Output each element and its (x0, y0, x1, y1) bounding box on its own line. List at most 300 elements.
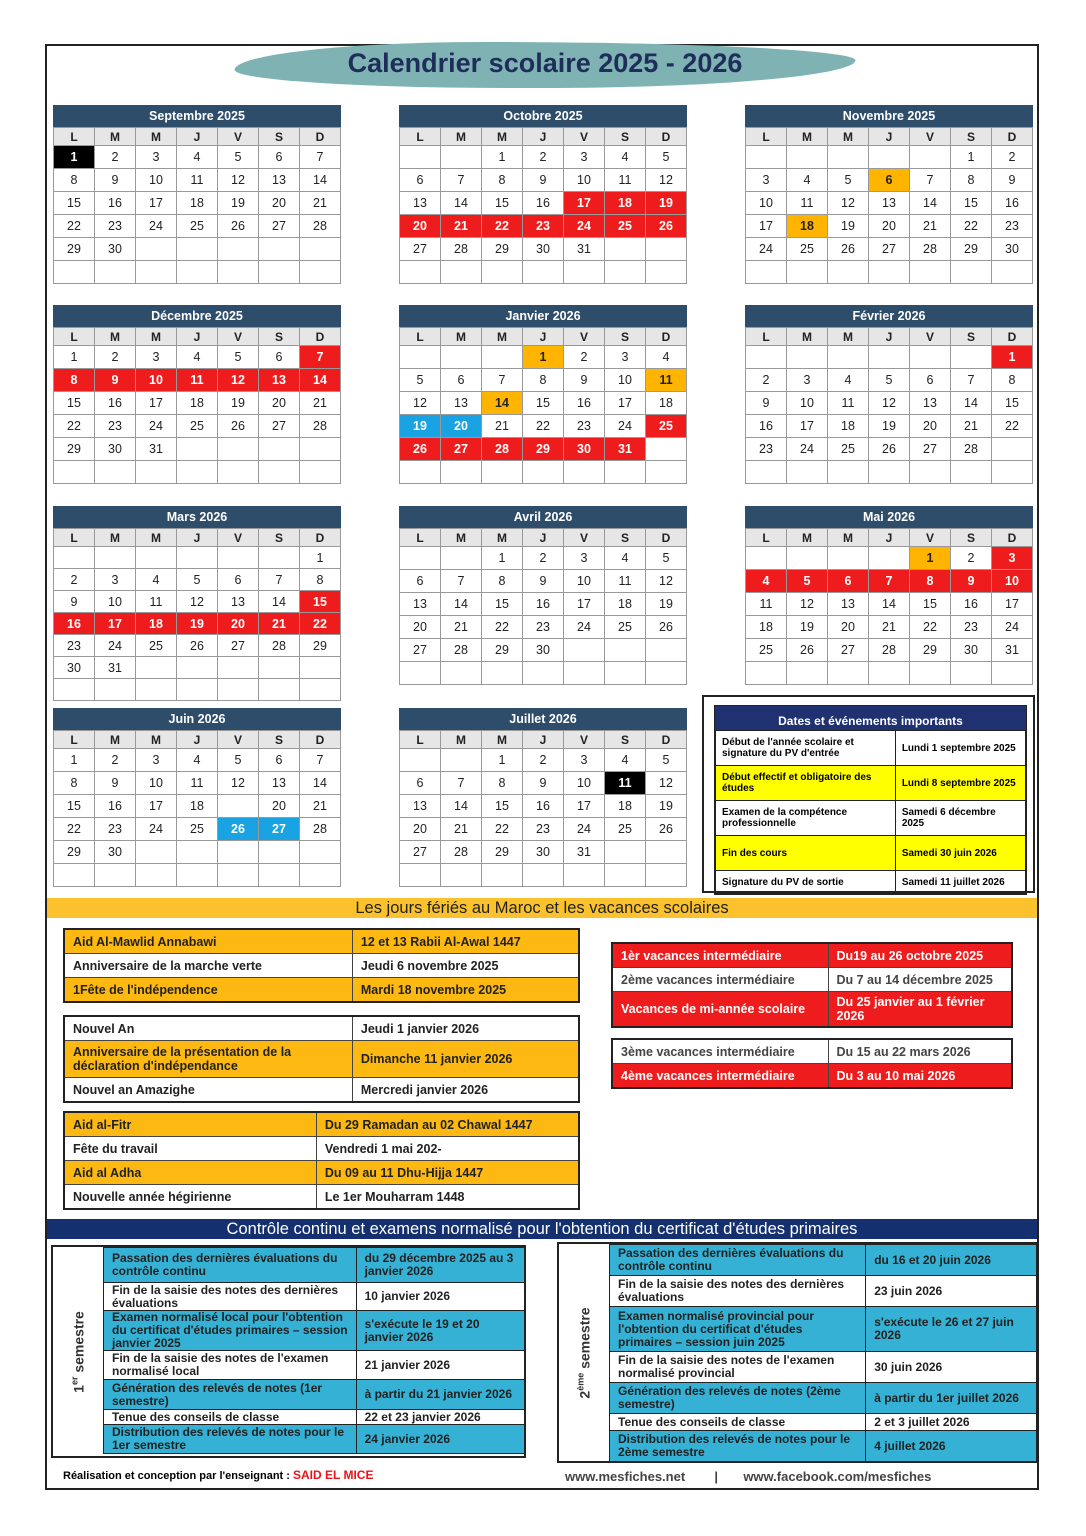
weekday-header: M (787, 128, 828, 146)
row-value: Mercredi janvier 2026 (352, 1078, 579, 1103)
empty-cell (400, 461, 441, 484)
day-cell: 25 (605, 616, 646, 639)
day-cell: 2 (951, 547, 992, 570)
row-label: Nouvel An (64, 1016, 352, 1041)
weekday-header: M (482, 529, 523, 547)
empty-cell (218, 261, 259, 284)
weekday-header: J (869, 529, 910, 547)
day-cell: 28 (441, 238, 482, 261)
empty-cell (787, 261, 828, 284)
day-cell: 3 (787, 369, 828, 392)
day-cell: 27 (218, 635, 259, 657)
weekday-header: J (869, 328, 910, 346)
day-cell: 9 (523, 570, 564, 593)
empty-cell (218, 657, 259, 679)
day-cell: 24 (564, 616, 605, 639)
day-cell: 4 (605, 547, 646, 570)
day-cell: 25 (605, 818, 646, 841)
day-cell: 20 (400, 616, 441, 639)
day-cell: 17 (564, 192, 605, 215)
month-2 (399, 105, 687, 284)
empty-cell (300, 438, 341, 461)
day-cell: 15 (992, 392, 1033, 415)
day-cell: 23 (992, 215, 1033, 238)
day-cell: 21 (441, 818, 482, 841)
day-cell: 17 (95, 613, 136, 635)
day-cell: 9 (95, 369, 136, 392)
empty-cell (646, 841, 687, 864)
day-cell: 17 (564, 795, 605, 818)
exams-band-title: Contrôle continu et examens normalisé pour l'obtention du certificat d'études primaires (47, 1219, 1037, 1239)
exam-date: 30 juin 2026 (866, 1352, 1037, 1383)
weekday-header: M (482, 328, 523, 346)
day-cell: 21 (482, 415, 523, 438)
day-cell: 23 (95, 818, 136, 841)
day-cell: 27 (259, 818, 300, 841)
day-cell: 26 (869, 438, 910, 461)
day-cell: 25 (646, 415, 687, 438)
weekday-header: M (441, 328, 482, 346)
weekday-header: D (646, 328, 687, 346)
day-cell: 23 (95, 215, 136, 238)
exam-date: 22 et 23 janvier 2026 (356, 1410, 524, 1425)
day-cell: 3 (564, 749, 605, 772)
day-cell: 12 (646, 169, 687, 192)
day-cell: 4 (605, 146, 646, 169)
day-cell: 6 (828, 570, 869, 593)
day-cell: 30 (54, 657, 95, 679)
weekday-header: L (54, 529, 95, 547)
empty-cell (746, 461, 787, 484)
day-cell: 14 (441, 593, 482, 616)
important-date-row (716, 801, 1026, 836)
day-cell: 6 (400, 772, 441, 795)
day-cell: 29 (482, 841, 523, 864)
empty-cell (482, 346, 523, 369)
day-cell: 3 (564, 547, 605, 570)
day-cell: 10 (787, 392, 828, 415)
weekday-header: S (951, 128, 992, 146)
empty-cell (300, 238, 341, 261)
month-7 (53, 506, 341, 701)
day-cell: 20 (910, 415, 951, 438)
day-cell: 4 (136, 569, 177, 591)
day-cell: 14 (869, 593, 910, 616)
day-cell: 14 (910, 192, 951, 215)
empty-cell (951, 346, 992, 369)
month-title: Juin 2026 (53, 708, 341, 730)
day-cell: 22 (54, 818, 95, 841)
empty-cell (95, 864, 136, 887)
semester-1-label: 1er semestre (69, 1310, 87, 1393)
day-cell: 21 (441, 616, 482, 639)
weekday-header: D (992, 328, 1033, 346)
weekday-header: J (177, 328, 218, 346)
exam-row (610, 1276, 1037, 1307)
day-cell: 8 (482, 169, 523, 192)
exam-step: Distribution des relevés de notes pour le 1er semestre (104, 1425, 357, 1454)
day-cell: 8 (482, 570, 523, 593)
weekday-header: M (95, 731, 136, 749)
row-value: Du 09 au 11 Dhu-Hijja 1447 (316, 1161, 579, 1185)
empty-cell (300, 657, 341, 679)
day-cell: 23 (54, 635, 95, 657)
row-value: Mardi 18 novembre 2025 (352, 978, 579, 1003)
day-cell: 17 (136, 192, 177, 215)
empty-cell (54, 864, 95, 887)
day-cell: 29 (482, 238, 523, 261)
month-title: Mai 2026 (745, 506, 1033, 528)
empty-cell (95, 679, 136, 701)
day-cell: 2 (523, 749, 564, 772)
month-title: Septembre 2025 (53, 105, 341, 127)
day-cell: 4 (646, 346, 687, 369)
day-cell: 11 (746, 593, 787, 616)
day-cell: 5 (869, 369, 910, 392)
row-value: Du19 au 26 octobre 2025 (828, 943, 1012, 968)
empty-cell (400, 547, 441, 570)
day-cell: 10 (136, 369, 177, 392)
weekday-header: S (259, 128, 300, 146)
day-cell: 20 (259, 392, 300, 415)
weekday-header: V (910, 328, 951, 346)
weekday-header: V (910, 529, 951, 547)
day-cell: 16 (951, 593, 992, 616)
weekday-header: S (605, 128, 646, 146)
day-cell: 10 (136, 772, 177, 795)
event-label: Début effectif et obligatoire des études (716, 766, 896, 801)
empty-cell (564, 261, 605, 284)
row-value: Du 15 au 22 mars 2026 (828, 1039, 1012, 1064)
weekday-header: M (828, 328, 869, 346)
empty-cell (136, 841, 177, 864)
empty-cell (218, 238, 259, 261)
day-cell: 5 (218, 346, 259, 369)
empty-cell (992, 261, 1033, 284)
empty-cell (177, 238, 218, 261)
day-cell: 8 (482, 772, 523, 795)
day-cell: 6 (259, 346, 300, 369)
day-cell: 6 (259, 749, 300, 772)
empty-cell (605, 639, 646, 662)
day-cell: 29 (482, 639, 523, 662)
weekday-header: S (605, 529, 646, 547)
day-cell: 26 (828, 238, 869, 261)
day-cell: 6 (910, 369, 951, 392)
day-cell: 12 (400, 392, 441, 415)
day-cell: 23 (951, 616, 992, 639)
day-cell: 23 (564, 415, 605, 438)
day-cell: 19 (218, 392, 259, 415)
day-cell: 27 (400, 841, 441, 864)
empty-cell (910, 261, 951, 284)
day-cell: 3 (605, 346, 646, 369)
weekday-header: M (136, 731, 177, 749)
important-date-row (716, 871, 1026, 894)
empty-cell (605, 261, 646, 284)
day-cell: 14 (482, 392, 523, 415)
month-1 (53, 105, 341, 284)
exam-step: Passation des dernières évaluations du contrôle continu (610, 1245, 866, 1276)
weekday-header: D (300, 529, 341, 547)
empty-cell (400, 346, 441, 369)
day-cell: 3 (992, 547, 1033, 570)
table-row (64, 1041, 579, 1078)
day-cell: 31 (992, 639, 1033, 662)
empty-cell (54, 547, 95, 569)
exam-row (610, 1245, 1037, 1276)
day-cell: 15 (951, 192, 992, 215)
day-cell: 28 (869, 639, 910, 662)
weekday-header: J (177, 731, 218, 749)
day-cell: 24 (564, 215, 605, 238)
empty-cell (646, 461, 687, 484)
empty-cell (177, 864, 218, 887)
month-10 (53, 708, 341, 887)
day-cell: 3 (136, 749, 177, 772)
empty-cell (95, 547, 136, 569)
day-cell: 26 (218, 415, 259, 438)
row-label: Aid Al-Mawlid Annabawi (64, 929, 352, 954)
empty-cell (523, 261, 564, 284)
day-cell: 16 (523, 593, 564, 616)
semester-2-box (557, 1242, 1038, 1463)
day-cell: 16 (95, 795, 136, 818)
empty-cell (218, 679, 259, 701)
day-cell: 8 (54, 772, 95, 795)
important-date-row (716, 731, 1026, 766)
holidays-table-1 (63, 928, 580, 1003)
day-cell: 17 (787, 415, 828, 438)
day-cell: 27 (259, 415, 300, 438)
day-cell: 9 (746, 392, 787, 415)
table-row (64, 1112, 579, 1137)
empty-cell (259, 461, 300, 484)
weekday-header: M (482, 128, 523, 146)
weekday-header: L (400, 731, 441, 749)
day-cell: 31 (605, 438, 646, 461)
site-link[interactable]: www.mesfiches.net (565, 1469, 686, 1484)
day-cell: 12 (869, 392, 910, 415)
weekday-header: D (992, 128, 1033, 146)
table-row (612, 1064, 1012, 1089)
day-cell: 25 (177, 415, 218, 438)
day-cell: 6 (400, 570, 441, 593)
weekday-header: L (400, 529, 441, 547)
weekday-header: M (441, 731, 482, 749)
day-cell: 19 (787, 616, 828, 639)
day-cell: 30 (95, 438, 136, 461)
day-cell: 15 (910, 593, 951, 616)
row-label: Anniversaire de la marche verte (64, 954, 352, 978)
day-cell: 2 (95, 146, 136, 169)
row-value: Vendredi 1 mai 202- (316, 1137, 579, 1161)
day-cell: 19 (646, 192, 687, 215)
day-cell: 8 (54, 369, 95, 392)
day-cell: 17 (992, 593, 1033, 616)
important-date-row (716, 836, 1026, 871)
weekday-header: V (218, 128, 259, 146)
row-value: Jeudi 6 novembre 2025 (352, 954, 579, 978)
table-row (64, 1185, 579, 1210)
day-cell: 21 (300, 795, 341, 818)
weekday-header: V (218, 529, 259, 547)
day-cell: 29 (300, 635, 341, 657)
weekday-header: L (54, 731, 95, 749)
empty-cell (177, 841, 218, 864)
weekday-header: M (95, 128, 136, 146)
day-cell: 14 (300, 772, 341, 795)
empty-cell (828, 547, 869, 570)
day-cell: 11 (177, 772, 218, 795)
exam-date: 4 juillet 2026 (866, 1431, 1037, 1462)
day-cell: 2 (523, 146, 564, 169)
row-value: Le 1er Mouharram 1448 (316, 1185, 579, 1210)
day-cell: 19 (400, 415, 441, 438)
empty-cell (746, 662, 787, 685)
empty-cell (787, 461, 828, 484)
footer-separator: | (714, 1469, 719, 1484)
empty-cell (177, 679, 218, 701)
row-value: Dimanche 11 janvier 2026 (352, 1041, 579, 1078)
day-cell: 26 (646, 818, 687, 841)
row-label: Nouvel an Amazighe (64, 1078, 352, 1103)
day-cell: 2 (95, 346, 136, 369)
table-row (612, 1039, 1012, 1064)
empty-cell (218, 438, 259, 461)
row-label: Vacances de mi-année scolaire (612, 992, 828, 1028)
exam-row (610, 1431, 1037, 1462)
day-cell: 21 (300, 192, 341, 215)
empty-cell (441, 146, 482, 169)
empty-cell (869, 461, 910, 484)
day-cell: 3 (746, 169, 787, 192)
exam-date: 21 janvier 2026 (356, 1351, 524, 1380)
row-label: 2ème vacances intermédiaire (612, 968, 828, 992)
table-row (64, 1161, 579, 1185)
day-cell: 18 (787, 215, 828, 238)
month-title: Février 2026 (745, 305, 1033, 327)
facebook-link[interactable]: www.facebook.com/mesfiches (743, 1469, 932, 1484)
day-cell: 11 (136, 591, 177, 613)
empty-cell (523, 461, 564, 484)
event-date: Lundi 1 septembre 2025 (895, 731, 1025, 766)
day-cell: 6 (218, 569, 259, 591)
exam-step: Tenue des conseils de classe (610, 1414, 866, 1431)
empty-cell (564, 662, 605, 685)
empty-cell (828, 261, 869, 284)
day-cell: 16 (95, 192, 136, 215)
month-3 (745, 105, 1033, 284)
empty-cell (482, 461, 523, 484)
day-cell: 19 (177, 613, 218, 635)
day-cell: 29 (54, 438, 95, 461)
empty-cell (646, 864, 687, 887)
day-cell: 19 (646, 593, 687, 616)
day-cell: 27 (910, 438, 951, 461)
exam-step: Examen normalisé provincial pour l'obtention du certificat d'études primaires – session juin 2025 (610, 1307, 866, 1352)
day-cell: 4 (177, 146, 218, 169)
day-cell: 16 (523, 795, 564, 818)
weekday-header: J (523, 328, 564, 346)
empty-cell (869, 261, 910, 284)
empty-cell (136, 864, 177, 887)
weekday-header: M (828, 128, 869, 146)
day-cell: 19 (869, 415, 910, 438)
table-row (612, 968, 1012, 992)
empty-cell (95, 461, 136, 484)
empty-cell (218, 547, 259, 569)
day-cell: 7 (441, 772, 482, 795)
day-cell: 4 (605, 749, 646, 772)
day-cell: 5 (646, 146, 687, 169)
table-row (64, 978, 579, 1003)
day-cell: 11 (828, 392, 869, 415)
month-8 (399, 506, 687, 685)
day-cell: 13 (400, 593, 441, 616)
exam-step: Fin de la saisie des notes des dernières évaluations (104, 1283, 357, 1311)
weekday-header: L (400, 328, 441, 346)
day-cell: 11 (177, 369, 218, 392)
day-cell: 9 (992, 169, 1033, 192)
day-cell: 25 (787, 238, 828, 261)
day-cell: 11 (605, 169, 646, 192)
row-value: Du 7 au 14 décembre 2025 (828, 968, 1012, 992)
day-cell: 20 (259, 795, 300, 818)
weekday-header: D (300, 731, 341, 749)
day-cell: 29 (951, 238, 992, 261)
day-cell: 9 (523, 169, 564, 192)
month-6 (745, 305, 1033, 484)
empty-cell (605, 461, 646, 484)
weekday-header: J (523, 128, 564, 146)
day-cell: 19 (646, 795, 687, 818)
month-title: Janvier 2026 (399, 305, 687, 327)
footer-credit (63, 1468, 373, 1482)
day-cell: 27 (869, 238, 910, 261)
empty-cell (646, 438, 687, 461)
exam-step: Fin de la saisie des notes des dernières évaluations (610, 1276, 866, 1307)
semester-1-box (51, 1245, 526, 1458)
day-cell: 8 (523, 369, 564, 392)
empty-cell (400, 662, 441, 685)
day-cell: 29 (54, 238, 95, 261)
empty-cell (259, 657, 300, 679)
day-cell: 20 (400, 215, 441, 238)
exam-step: Fin de la saisie des notes de l'examen normalisé provincial (610, 1352, 866, 1383)
empty-cell (910, 662, 951, 685)
month-5 (399, 305, 687, 484)
exam-step: Tenue des conseils de classe (104, 1410, 357, 1425)
day-cell: 27 (400, 639, 441, 662)
day-cell: 23 (746, 438, 787, 461)
month-title: Novembre 2025 (745, 105, 1033, 127)
day-cell: 22 (523, 415, 564, 438)
empty-cell (136, 547, 177, 569)
weekday-header: L (746, 128, 787, 146)
day-cell: 1 (54, 346, 95, 369)
day-cell: 29 (910, 639, 951, 662)
title-banner (235, 34, 855, 100)
day-cell: 24 (992, 616, 1033, 639)
day-cell: 7 (441, 169, 482, 192)
day-cell: 18 (177, 392, 218, 415)
empty-cell (441, 346, 482, 369)
empty-cell (746, 261, 787, 284)
empty-cell (441, 461, 482, 484)
day-cell: 31 (564, 841, 605, 864)
day-cell: 5 (400, 369, 441, 392)
